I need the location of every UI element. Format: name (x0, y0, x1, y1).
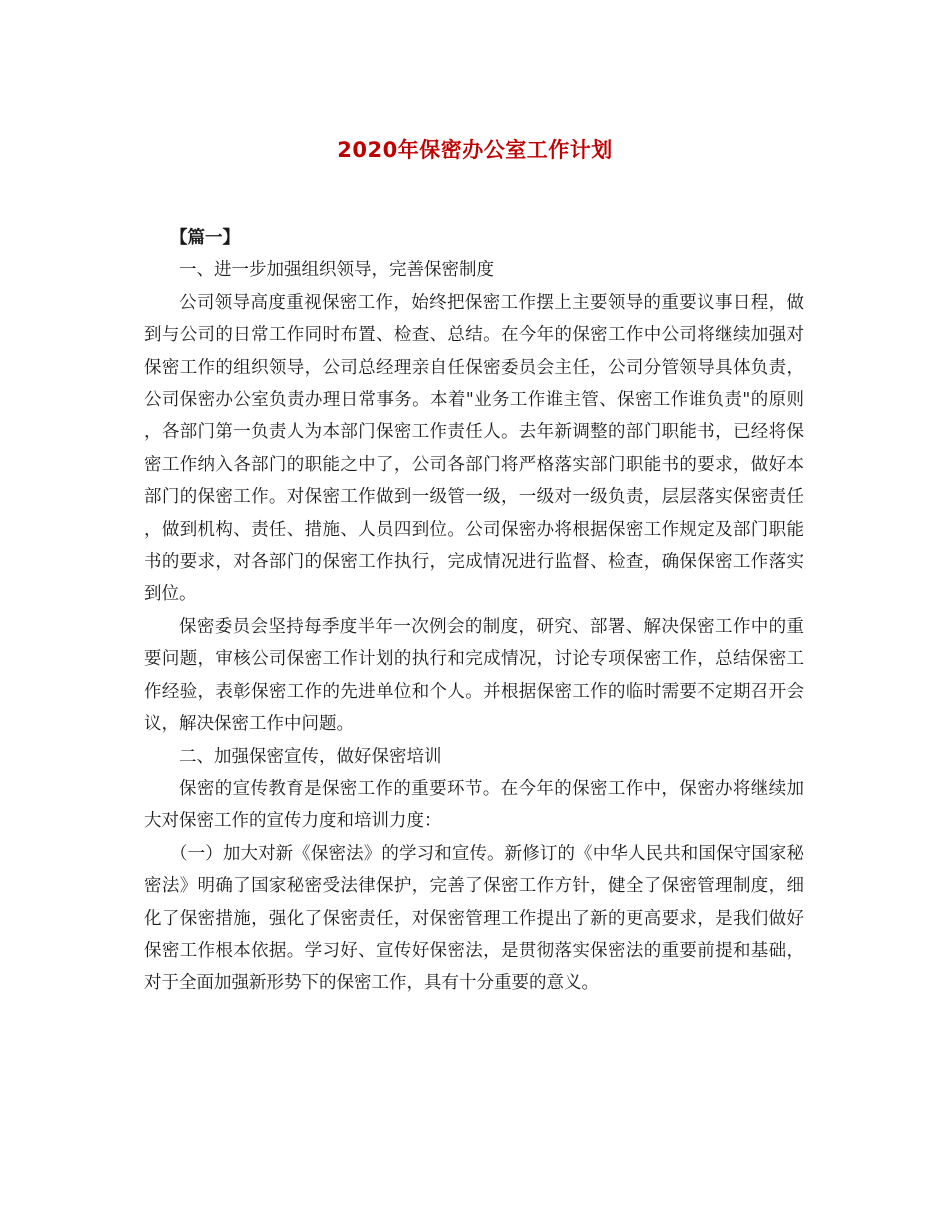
document-title: 2020年保密办公室工作计划 (337, 138, 613, 162)
section-heading-1: 一、进一步加强组织领导，完善保密制度 (179, 260, 494, 281)
section-heading-2: 二、加强保密宣传，做好保密培训 (179, 746, 442, 767)
body-paragraph-2: 保密委员会坚持每季度半年一次例会的制度，研究、部署、解决保密工作中的重要问题，审核公司保密工作计划的执行和完成情况，讨论专项保密工作，总结保密工作经验，表彰保密工作的先进单位和个人。并根据保密工作的临时需要不定期召开会议，解决保密工作中问题。 (144, 616, 804, 735)
body-paragraph-1: 公司领导高度重视保密工作，始终把保密工作摆上主要领导的重要议事日程，做到与公司的日常工作同时布置、检查、总结。在今年的保密工作中公司将继续加强对保密工作的组织领导，公司总经理亲自任保密委员会主任，公司分管领导具体负责，公司保密办公室负责办理日常事务。本着"业务工作谁主管、保密工作谁负责"的原则，各部门第一负责人为本部门保密工作责任人。去年新调整的部门职能书，已经将保密工作纳入各部门的职能之中了，公司各部门将严格落实部门职能书的要求，做好本部门的保密工作。对保密工作做到一级管一级，一级对一级负责，层层落实保密责任，做到机构、责任、措施、人员四到位。公司保密办将根据保密工作规定及部门职能书的要求，对各部门的保密工作执行，完成情况进行监督、检查，确保保密工作落实到位。 (144, 292, 804, 605)
section-marker: 【篇一】 (170, 228, 240, 248)
body-paragraph-3: 保密的宣传教育是保密工作的重要环节。在今年的保密工作中，保密办将继续加大对保密工作的宣传力度和培训力度： (144, 778, 804, 832)
body-paragraph-4: （一）加大对新《保密法》的学习和宣传。新修订的《中华人民共和国保守国家秘密法》明确了国家秘密受法律保护，完善了保密工作方针，健全了保密管理制度，细化了保密措施，强化了保密责任，对保密管理工作提出了新的更高要求，是我们做好保密工作根本依据。学习好、宣传好保密法，是贯彻落实保密法的重要前提和基础，对于全面加强新形势下的保密工作，具有十分重要的意义。 (144, 843, 804, 994)
document-body (144, 222, 804, 1000)
